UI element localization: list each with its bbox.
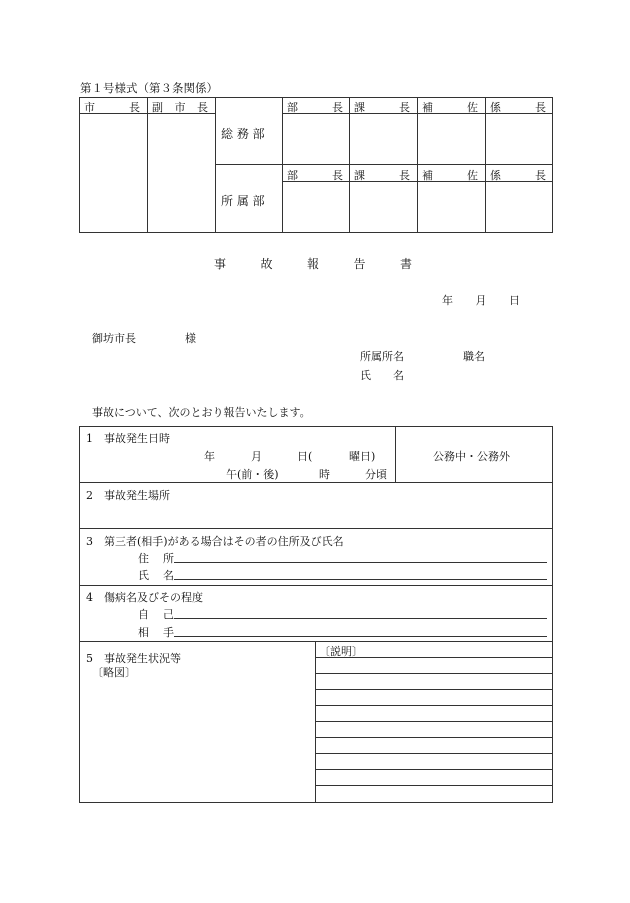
- role-bucho: 部 長: [287, 169, 343, 182]
- role-bucho: 部 長: [287, 101, 343, 114]
- section-4-heading: 4 傷病名及びその程度: [86, 591, 203, 604]
- vice-mayor-label: 副 市 長: [152, 101, 208, 114]
- role-kakaricho: 係 長: [490, 169, 546, 182]
- s4-self-label: 自 己: [138, 608, 174, 621]
- s1-duty-status: 公務中・公務外: [433, 450, 510, 463]
- s5-explanation-label: 〔説明〕: [319, 645, 363, 658]
- s1-hour: 時: [319, 468, 330, 481]
- role-kakaricho: 係 長: [490, 101, 546, 114]
- section-1-heading: 1 事故発生日時: [86, 432, 170, 445]
- report-date: 年 月 日: [442, 294, 520, 307]
- intro-text: 事故について、次のとおり報告いたします。: [92, 406, 311, 419]
- s1-minute: 分頃: [365, 468, 387, 481]
- section-5-heading: 5 事故発生状況等: [86, 652, 181, 665]
- form-number: 第１号様式（第３条関係）: [80, 81, 218, 95]
- s1-day: 日(: [297, 450, 313, 463]
- addressee-name: 御坊市長: [92, 332, 136, 345]
- addressee-honorific: 様: [185, 332, 196, 345]
- role-hosa: 補 佐: [422, 169, 478, 182]
- s1-ampm: 午(前・後): [226, 468, 279, 481]
- s4-other-label: 相 手: [138, 626, 174, 639]
- s3-name-label: 氏 名: [138, 569, 174, 582]
- role-hosa: 補 佐: [422, 101, 478, 114]
- document-title: 事 故 報 告 書: [214, 257, 412, 271]
- sender-name-label: 氏 名: [360, 369, 404, 382]
- section-2-heading: 2 事故発生場所: [86, 489, 170, 502]
- shozoku-dept-label: 所 属 部: [221, 194, 265, 208]
- section-3-heading: 3 第三者(相手)がある場合はその者の住所及び氏名: [86, 535, 344, 548]
- s1-year: 年: [204, 450, 215, 463]
- s5-sketch-label: 〔略図〕: [92, 666, 136, 679]
- sender-dept-label: 所属所名: [360, 350, 404, 363]
- s1-weekday: 曜日): [349, 450, 376, 463]
- s1-month: 月: [251, 450, 262, 463]
- soumu-dept-label: 総 務 部: [221, 127, 265, 141]
- role-kacho: 課 長: [354, 169, 410, 182]
- mayor-label: 市 長: [84, 101, 140, 114]
- sender-title-label: 職名: [463, 350, 485, 363]
- s3-address-label: 住 所: [138, 552, 174, 565]
- role-kacho: 課 長: [354, 101, 410, 114]
